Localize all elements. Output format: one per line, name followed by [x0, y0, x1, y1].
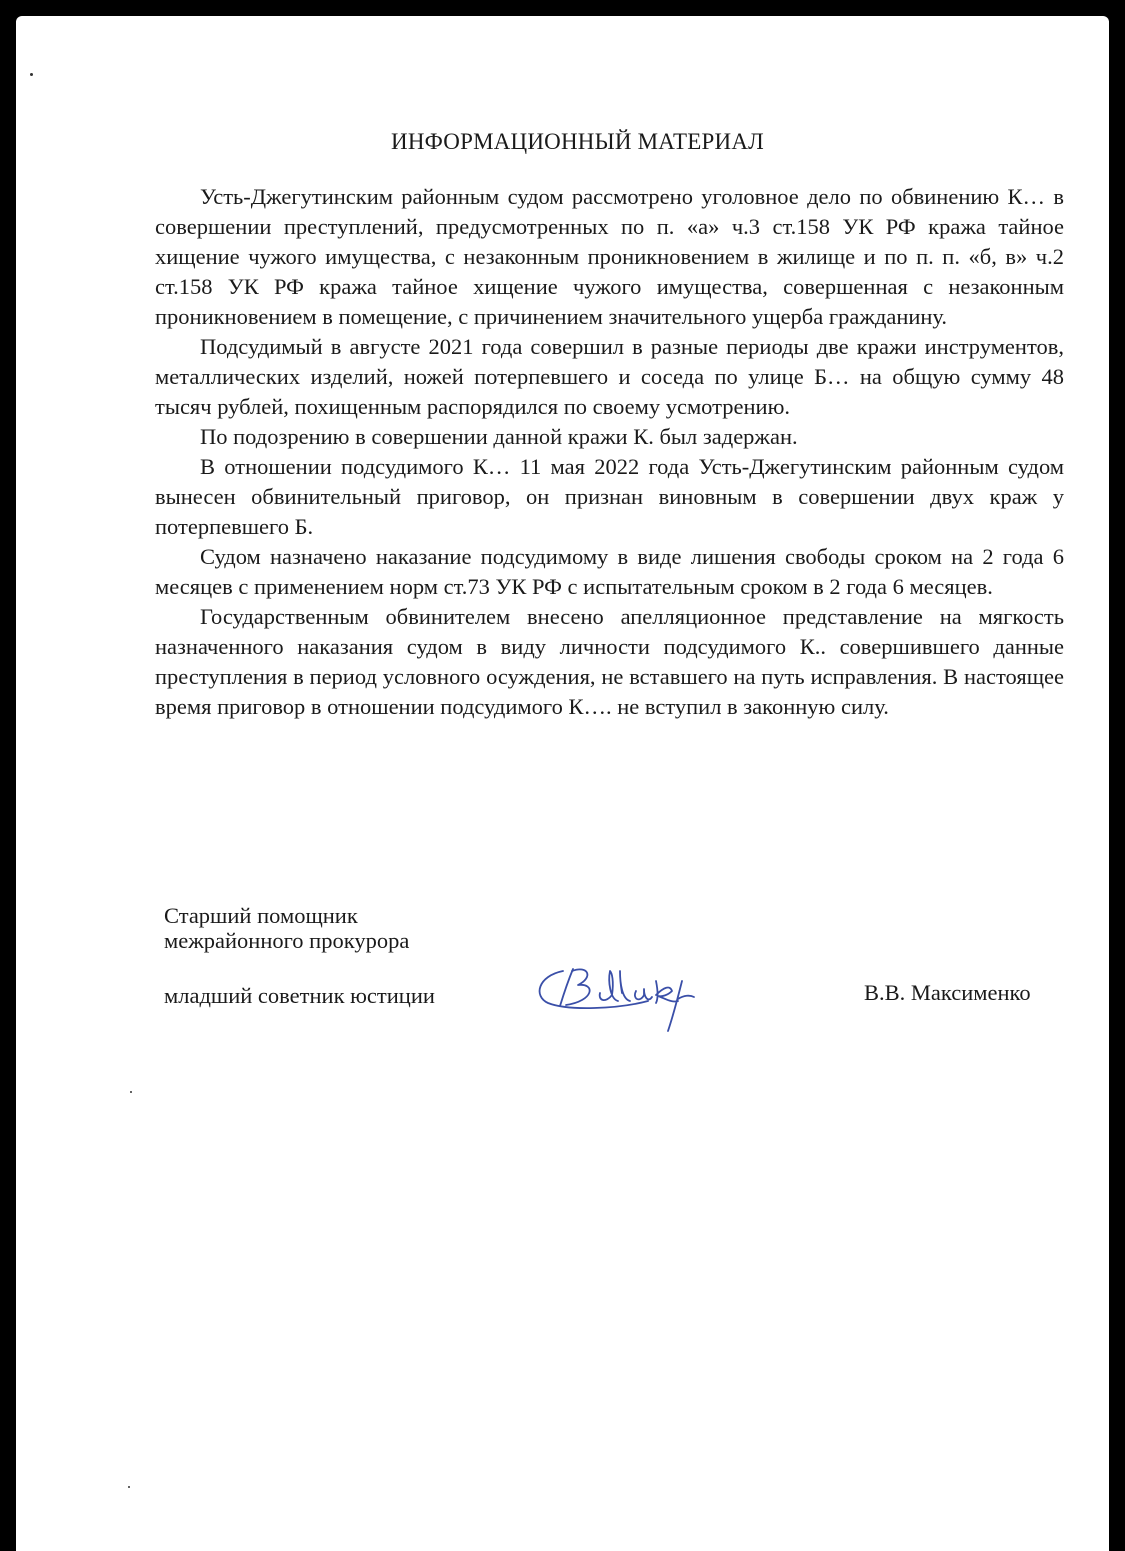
scan-speck: [128, 1486, 130, 1488]
paragraph: По подозрению в совершении данной кражи К. был задержан.: [200, 424, 798, 449]
position-line: межрайонного прокурора: [164, 928, 410, 953]
document-title: ИНФОРМАЦИОННЫЙ МАТЕРИАЛ: [391, 129, 764, 154]
scan-speck: [130, 1091, 132, 1093]
paragraph: Усть-Джегутинским районным судом рассмотрено уголовное дело по обвинению К… в совершении преступлений, предусмотренных по п. «а» ч.3 ст.158 УК РФ кража тайное хищение чужого имущества, с незаконным проникновением в жилище и по п. п. «б, в» ч.2 ст.158 УК РФ кража тайное хищение чужого имущества, совершенная с незаконным проникновением в помещение, с причинением значительного ущерба гражданину.: [155, 184, 1064, 329]
document-page: [16, 16, 1109, 1551]
signatory-name: В.В. Максименко: [864, 980, 1031, 1005]
document-body: [155, 182, 1064, 722]
paragraph: В отношении подсудимого К… 11 мая 2022 года Усть-Джегутинским районным судом вынесен обвинительный приговор, он признан виновным в совершении двух краж у потерпевшего Б.: [155, 454, 1064, 539]
handwritten-signature: [528, 951, 698, 1041]
scan-speck: [30, 73, 33, 76]
paragraph: Судом назначено наказание подсудимому в виде лишения свободы сроком на 2 года 6 месяцев с применением норм ст.73 УК РФ с испытательным сроком в 2 года 6 месяцев.: [155, 544, 1064, 599]
paragraph: Государственным обвинителем внесено апелляционное представление на мягкость назначенного наказания судом в виду личности подсудимого К.. совершившего данные преступления в период условного осуждения, не вставшего на путь исправления. В настоящее время приговор в отношении подсудимого К…. не вступил в законную силу.: [155, 604, 1064, 719]
signatory-position: [164, 903, 435, 1008]
position-line: Старший помощник: [164, 903, 358, 928]
paragraph: Подсудимый в августе 2021 года совершил в разные периоды две кражи инструментов, металлических изделий, ножей потерпевшего и соседа по улице Б… на общую сумму 48 тысяч рублей, похищенным распорядился по своему усмотрению.: [155, 334, 1064, 419]
rank-line: младший советник юстиции: [164, 983, 435, 1008]
